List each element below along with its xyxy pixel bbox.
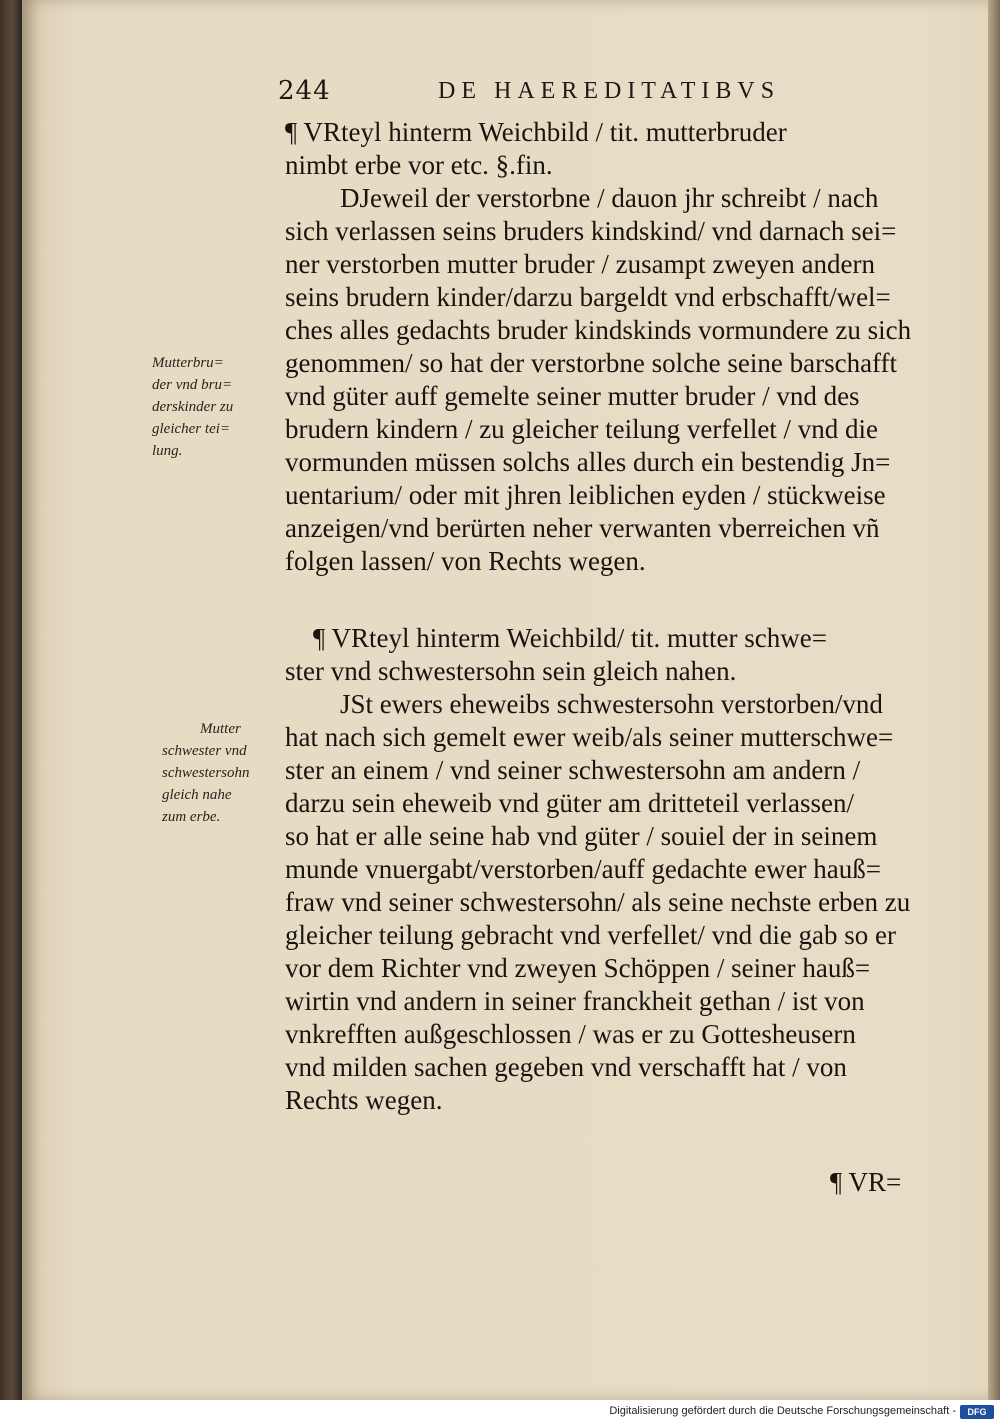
section-2-line-3: JSt ewers eheweibs schwestersohn verstorben/vnd	[340, 689, 883, 719]
section-2-line-15: Rechts wegen.	[285, 1085, 443, 1115]
section-1-line-12: uentarium/ oder mit jhren leiblichen eyden / stückweise	[285, 480, 886, 510]
section-1-line-3: DJeweil der verstorbne / dauon jhr schreibt / nach	[340, 183, 879, 213]
margin-note-1-line-3: derskinder zu	[152, 399, 234, 415]
section-1-heading-line-1: ¶ VRteyl hinterm Weichbild / tit. mutterbruder	[285, 117, 787, 147]
section-2-line-13: vnkrefften außgeschlossen / was er zu Gottesheusern	[285, 1019, 856, 1049]
margin-note-2-line-3: schwestersohn	[162, 765, 250, 781]
section-2-line-9: fraw vnd seiner schwestersohn/ als seine nechste erben zu	[285, 887, 911, 917]
section-2-heading-line-2: ster vnd schwestersohn sein gleich nahen.	[285, 656, 737, 686]
section-1-line-8: genommen/ so hat der verstorbne solche seine barschafft	[285, 348, 898, 378]
margin-note-2-line-4: gleich nahe	[162, 787, 232, 803]
section-1-line-7: ches alles gedachts bruder kindskinds vormundere zu sich	[285, 315, 912, 345]
section-2-line-14: vnd milden sachen gegeben vnd verschafft hat / von	[285, 1052, 847, 1082]
page-edge	[988, 0, 1000, 1400]
section-1-line-9: vnd güter auff gemelte seiner mutter bruder / vnd des	[285, 381, 860, 411]
margin-note-1	[152, 352, 233, 462]
margin-note-2	[162, 718, 250, 828]
section-2-line-6: darzu sein eheweib vnd güter am dritteteil verlassen/	[285, 788, 855, 818]
margin-note-1-line-5: lung.	[152, 443, 183, 459]
section-2-line-11: vor dem Richter vnd zweyen Schöppen / seiner hauß=	[285, 953, 871, 983]
section-2-line-5: ster an einem / vnd seiner schwestersohn am andern /	[285, 755, 861, 785]
margin-note-2-line-1: Mutter	[200, 721, 241, 737]
section-1-line-6: seins brudern kinder/darzu bargeldt vnd erbschafft/wel=	[285, 282, 891, 312]
section-2	[285, 622, 945, 1117]
section-1	[285, 116, 945, 578]
section-2-line-12: wirtin vnd andern in seiner franckheit gethan / ist von	[285, 986, 865, 1016]
margin-note-1-line-2: der vnd bru=	[152, 377, 233, 393]
catchword-block	[830, 1166, 950, 1199]
margin-note-2-line-5: zum erbe.	[162, 809, 221, 825]
section-2-line-8: munde vnuergabt/verstorben/auff gedachte ewer hauß=	[285, 854, 882, 884]
margin-note-1-line-1: Mutterbru=	[152, 355, 224, 371]
margin-note-1-line-4: gleicher tei=	[152, 421, 231, 437]
section-1-line-11: vormunden müssen solchs alles durch ein bestendig Jn=	[285, 447, 891, 477]
section-2-line-7: so hat er alle seine hab vnd güter / souiel der in seinem	[285, 821, 878, 851]
dfg-logo: DFG	[960, 1405, 994, 1419]
margin-note-2-line-2: schwester vnd	[162, 743, 247, 759]
section-1-line-10: brudern kindern / zu gleicher teilung verfellet / vnd die	[285, 414, 879, 444]
section-1-line-14: folgen lassen/ von Rechts wegen.	[285, 546, 646, 576]
section-2-line-4: hat nach sich gemelt ewer weib/als seiner mutterschwe=	[285, 722, 894, 752]
running-title: DE HAEREDITATIBVS	[438, 78, 781, 104]
catchword: ¶ VR=	[830, 1167, 902, 1197]
funding-credit: Digitalisierung gefördert durch die Deutsche Forschungsgemeinschaft -	[609, 1405, 956, 1417]
section-1-line-5: ner verstorben mutter bruder / zusampt zweyen andern	[285, 249, 876, 279]
section-1-line-4: sich verlassen seins bruders kindskind/ vnd darnach sei=	[285, 216, 897, 246]
page-header	[278, 72, 958, 112]
page-number: 244	[278, 76, 331, 106]
section-2-heading-line-1: ¶ VRteyl hinterm Weichbild/ tit. mutter schwe=	[313, 623, 827, 653]
section-1-heading-line-2: nimbt erbe vor etc. §.fin.	[285, 150, 553, 180]
section-1-line-13: anzeigen/vnd berürten neher verwanten vberreichen vñ	[285, 513, 880, 543]
section-2-line-10: gleicher teilung gebracht vnd verfellet/ vnd die gab so er	[285, 920, 897, 950]
footer-bar	[0, 1400, 1000, 1424]
